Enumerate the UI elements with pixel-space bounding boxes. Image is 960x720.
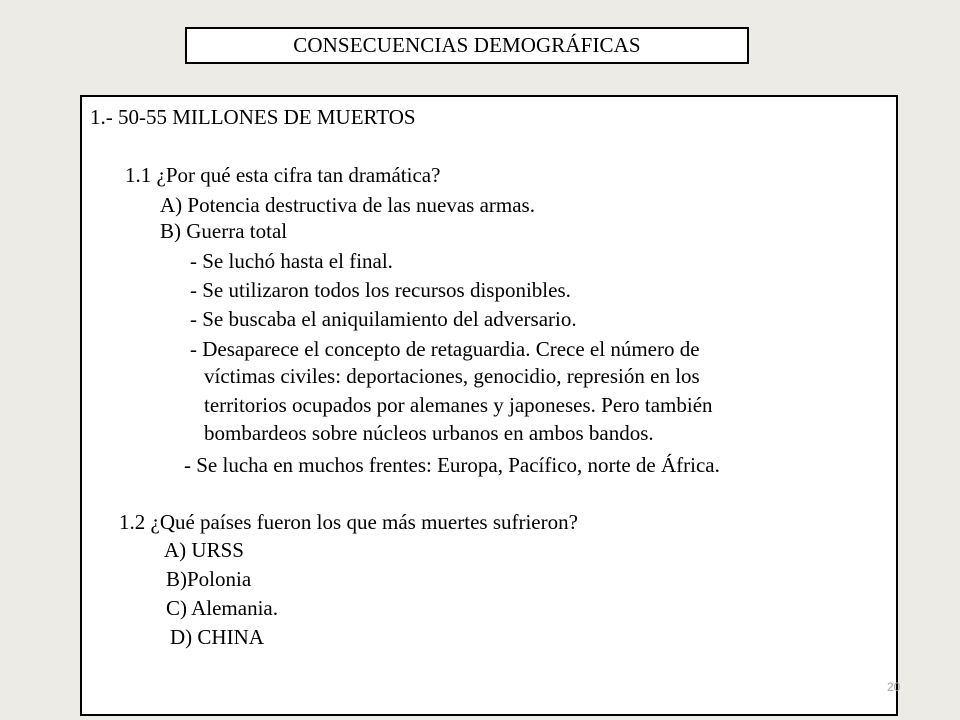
answer-a-weapons: A) Potencia destructiva de las nuevas armas.: [160, 193, 535, 217]
bullet-all-resources: - Se utilizaron todos los recursos disponibles.: [190, 278, 571, 302]
page-number: 20: [887, 680, 901, 694]
answer-c-alemania: C) Alemania.: [166, 596, 278, 620]
bullet-rearguard-cont-2: territorios ocupados por alemanes y japoneses. Pero también: [204, 393, 713, 417]
bullet-annihilation: - Se buscaba el aniquilamiento del adversario.: [190, 307, 577, 331]
answer-b-polonia: B)Polonia: [166, 567, 252, 591]
question-1-2: 1.2 ¿Qué países fueron los que más muertes sufrieron?: [119, 510, 578, 534]
slide-title: CONSECUENCIAS DEMOGRÁFICAS: [293, 33, 641, 57]
answer-d-china: D) CHINA: [170, 625, 264, 649]
bullet-many-fronts: - Se lucha en muchos frentes: Europa, Pacífico, norte de África.: [184, 453, 720, 477]
bullet-rearguard-cont-3: bombardeos sobre núcleos urbanos en ambos bandos.: [204, 421, 654, 445]
content-box: [80, 95, 901, 716]
question-1-1: 1.1 ¿Por qué esta cifra tan dramática?: [125, 163, 441, 187]
heading-deaths: 1.- 50-55 MILLONES DE MUERTOS: [90, 105, 416, 129]
bullet-fought-to-end: - Se luchó hasta el final.: [190, 249, 393, 273]
bullet-rearguard: - Desaparece el concepto de retaguardia. Crece el número de: [190, 337, 700, 361]
slide-title-box: [185, 27, 749, 64]
answer-b-total-war: B) Guerra total: [160, 219, 288, 243]
answer-a-urss: A) URSS: [164, 538, 244, 562]
bullet-rearguard-cont-1: víctimas civiles: deportaciones, genocidio, represión en los: [204, 364, 700, 388]
